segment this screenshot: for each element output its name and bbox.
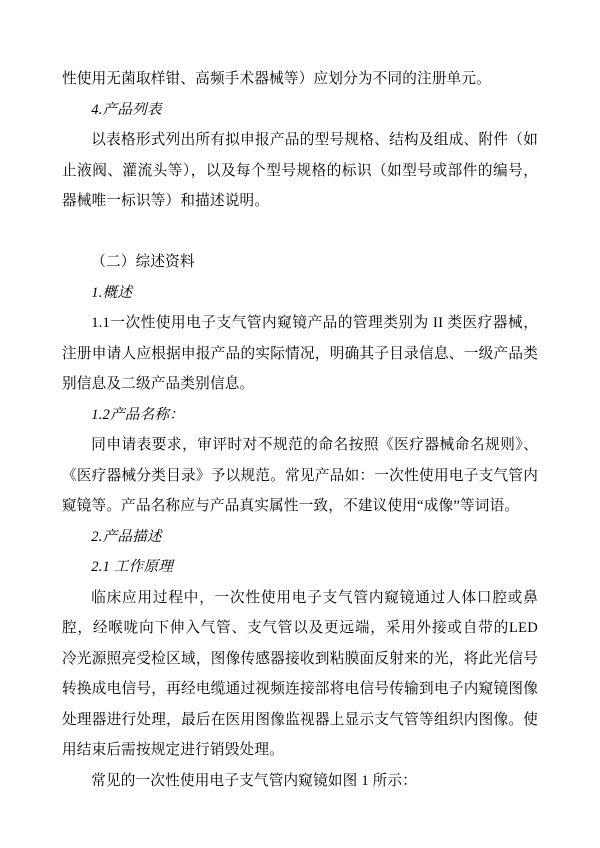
heading-overview: 1.概述 (91, 284, 133, 301)
paragraph-working-principle-body: 临床应用过程中，一次性使用电子支气管内窥镜通过人体口腔或鼻腔，经喉咙向下伸入气管、支气管以及更远端，采用外接或自带的LED 冷光源照亮受检区域，图像传感器接收到粘膜面反射来的光，将此光信号转换成电信号，再经电缆通过视频连接部将电信号传输到电子内窥镜图像处理器进行处理，最后在医用图像监视器上显示支气管等组织内图像。使用结束后需按规定进行销毁处理。 (62, 589, 538, 758)
paragraph-product-list-body: 以表格形式列出所有拟申报产品的型号规格、结构及组成、附件（如止液阀、灌流头等），以及每个型号规格的标识（如型号或部件的编号，器械唯一标识等）和描述说明。 (62, 132, 538, 209)
paragraph-one-one: 1.1一次性使用电子支气管内窥镜产品的管理类别为 II 类医疗器械，注册申请人应根据申报产品的实际情况，明确其子目录信息、一级产品类别信息及二级产品类别信息。 (62, 315, 538, 392)
heading-product-description: 2.产品描述 (91, 528, 162, 545)
paragraph-figure-reference: 常见的一次性使用电子支气管内窥镜如图 1 所示： (91, 772, 418, 789)
heading-one-two: 1.2产品名称： (91, 406, 184, 423)
paragraph-continued: 性使用无菌取样钳、高频手术器械等）应划分为不同的注册单元。 (62, 71, 492, 87)
document-body (62, 64, 538, 796)
heading-product-list: 4.产品列表 (91, 101, 162, 118)
paragraph-spacer (62, 217, 538, 248)
heading-section-two: （二）综述资料 (91, 254, 195, 270)
heading-working-principle: 2.1 工作原理 (91, 559, 174, 575)
paragraph-one-two-body: 同申请表要求，审评时对不规范的命名按照《医疗器械命名规则》、《医疗器械分类目录》予以规范。常见产品如：一次性使用电子支气管内窥镜等。产品名称应与产品真实属性一致，不建议使用“成像”等词语。 (62, 437, 538, 514)
